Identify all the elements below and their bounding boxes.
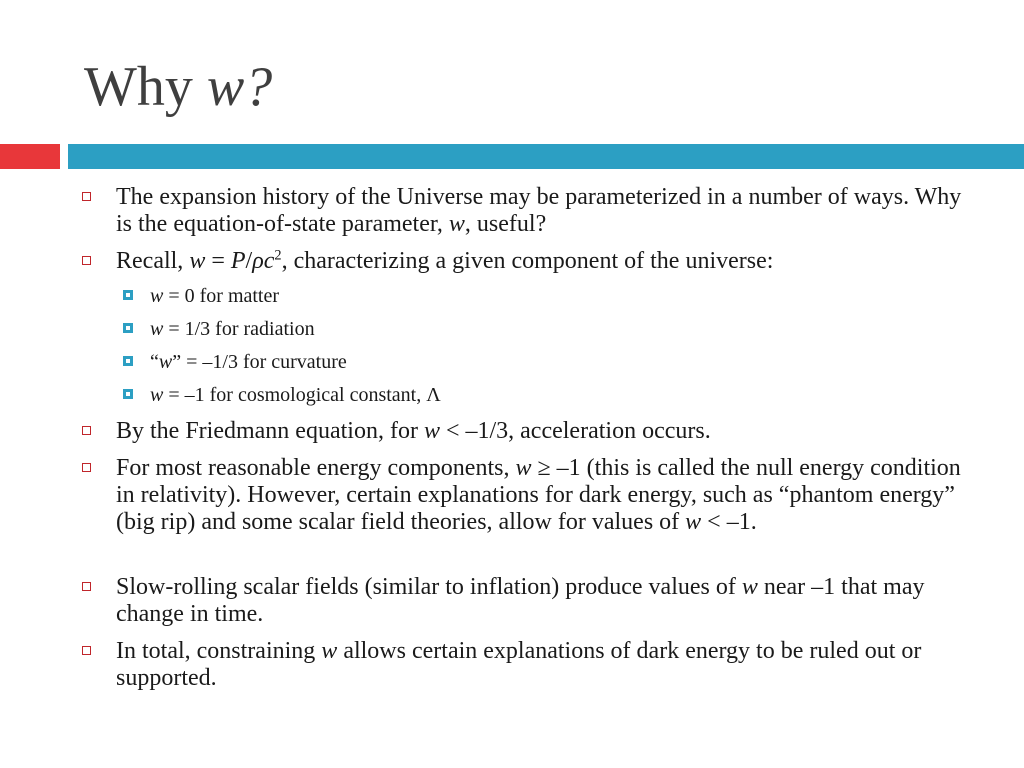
hollow-square-bullet-icon (82, 582, 91, 591)
bullet-null-energy-condition (116, 455, 976, 536)
bullet-text: allows certain explanations of dark energy to be ruled out or supported. (116, 638, 922, 691)
variable-w: w (448, 211, 465, 237)
variable-w: w (515, 455, 532, 481)
bullet-text: , characterizing a given component of the universe: (281, 248, 774, 274)
bullet-friedmann (116, 418, 976, 445)
variable-w: w (685, 509, 702, 535)
bullet-text: ≥ –1 (this is called the null energy condition in relativity). However, certain explanations for dark energy, such as “phantom energy” (big rip) and some scalar field theories, allow for values of (116, 455, 961, 535)
bullet-text: Slow-rolling scalar fields (similar to inflation) produce values of (116, 574, 742, 600)
sub-bullet-text: = –1 for cosmological constant, Λ (163, 384, 441, 406)
variable-w: w (321, 638, 338, 664)
sub-bullet-text: = 0 for matter (163, 285, 280, 307)
sub-bullet-text: = 1/3 for radiation (163, 318, 315, 340)
filled-square-bullet-icon (123, 290, 133, 300)
bullet-in-total (116, 638, 976, 692)
slash: / (245, 248, 253, 274)
filled-square-bullet-icon (123, 356, 133, 366)
hollow-square-bullet-icon (82, 192, 91, 201)
bullet-expansion-history (116, 184, 976, 238)
hollow-square-bullet-icon (82, 256, 91, 265)
hollow-square-bullet-icon (82, 426, 91, 435)
variable-p: P (230, 248, 246, 274)
variable-w: w (150, 318, 164, 340)
bullet-text: Recall, (116, 248, 190, 274)
title-plain: Why (84, 56, 207, 118)
hollow-square-bullet-icon (82, 463, 91, 472)
bullet-text: < –1. (701, 509, 757, 535)
equals-sign: = (205, 248, 231, 274)
bullet-text: , useful? (464, 211, 547, 237)
variable-w: w (741, 574, 758, 600)
variable-c: c (263, 248, 275, 274)
sub-bullet-radiation (150, 317, 950, 341)
bullet-recall (116, 248, 976, 275)
sub-bullet-matter (150, 284, 950, 308)
variable-w: w (150, 285, 164, 307)
bullet-text: < –1/3, acceleration occurs. (439, 418, 711, 444)
bullet-text: For most reasonable energy components, (116, 455, 516, 481)
bullet-slow-rolling (116, 574, 976, 628)
sub-bullet-pre: “ (150, 351, 159, 373)
hollow-square-bullet-icon (82, 646, 91, 655)
filled-square-bullet-icon (123, 323, 133, 333)
variable-w: w (423, 418, 440, 444)
sub-bullet-cosmological-constant (150, 383, 950, 407)
bullet-text: The expansion history of the Universe may be parameterized in a number of ways. Why is the equation-of-state parameter, (116, 184, 962, 237)
bullet-text: near –1 that may change in time. (116, 574, 925, 627)
variable-w: w (189, 248, 206, 274)
bullet-text: In total, constraining (116, 638, 322, 664)
bullet-text: By the Friedmann equation, for (116, 418, 424, 444)
filled-square-bullet-icon (123, 389, 133, 399)
variable-w: w (150, 384, 164, 406)
sub-bullet-curvature (150, 350, 950, 374)
sub-bullet-text: ” = –1/3 for curvature (172, 351, 347, 373)
variable-w: w (158, 351, 173, 373)
superscript-2: 2 (274, 247, 282, 264)
title-italic-w: w? (206, 56, 273, 118)
variable-rho: ρ (252, 248, 264, 274)
